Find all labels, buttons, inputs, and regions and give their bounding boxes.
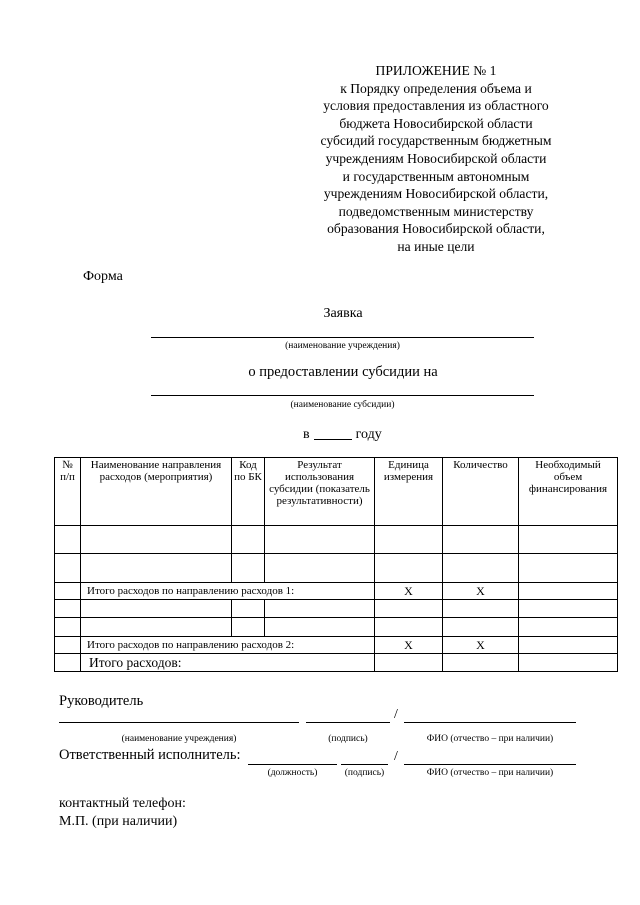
header-number: № п/п — [55, 458, 81, 526]
subtotal-2-unit-x: Х — [375, 637, 443, 654]
appendix-line: бюджета Новосибирской области — [339, 115, 533, 131]
executor-fio-line — [404, 764, 576, 765]
subtotal-1-unit-x: Х — [375, 583, 443, 600]
executor-fio-caption: ФИО (отчество – при наличии) — [426, 768, 554, 778]
table-row — [55, 600, 618, 618]
institution-name-line — [151, 337, 534, 338]
appendix-line: субсидий государственным бюджетным — [320, 133, 552, 149]
appendix-line: учреждениям Новосибирской области, — [323, 186, 549, 202]
executor-signature-caption: (подпись) — [344, 768, 385, 778]
head-fio-caption: ФИО (отчество – при наличии) — [426, 734, 554, 744]
table-header-row — [55, 458, 618, 526]
executor-label: Ответственный исполнитель: — [59, 747, 241, 763]
header-direction: Наименование направления расходов (мероприятия) — [81, 458, 232, 526]
subtotal-1-label: Итого расходов по направлению расходов 1: — [81, 583, 375, 600]
appendix-line: ПРИЛОЖЕНИЕ № 1 — [375, 63, 497, 78]
subsidy-text: о предоставлении субсидии на — [248, 364, 438, 380]
year-blank — [314, 426, 352, 440]
head-signature-caption: (подпись) — [328, 734, 368, 744]
year-suffix: году — [355, 427, 382, 442]
appendix-line: условия предоставления из областного — [323, 98, 549, 114]
subtotal-2-quantity-x: Х — [443, 637, 519, 654]
appendix-line: на иные цели — [397, 238, 475, 254]
total-label: Итого расходов: — [81, 654, 375, 672]
subsidy-name-line — [151, 395, 534, 396]
header-result: Результат использования субсидии (показатель результативности) — [265, 458, 375, 526]
appendix-line: подведомственным министерству — [338, 203, 534, 219]
subtotal-2-label: Итого расходов по направлению расходов 2: — [81, 637, 375, 654]
head-fio-line — [404, 722, 576, 723]
head-label: Руководитель — [59, 693, 144, 709]
appendix-line: к Порядку определения объема и — [340, 80, 532, 96]
appendix-line: образования Новосибирской области, — [327, 221, 545, 237]
header-unit: Единица измерения — [375, 458, 443, 526]
executor-position-line — [248, 764, 337, 765]
subtotal-row-1 — [55, 583, 618, 600]
executor-signature-line — [341, 764, 388, 765]
head-institution-line — [59, 722, 299, 723]
subtotal-row-2 — [55, 637, 618, 654]
table-row — [55, 526, 618, 554]
subsidy-caption: (наименование субсидии) — [290, 400, 395, 410]
header-financing: Необходимый объем финансирования — [519, 458, 618, 526]
header-bk-code: Код по БК — [232, 458, 265, 526]
head-slash: / — [394, 707, 398, 722]
table-row — [55, 618, 618, 637]
appendix-header — [260, 62, 612, 256]
head-institution-caption: (наименование учреждения) — [121, 734, 237, 744]
year-prefix: в — [303, 427, 310, 442]
table-row — [55, 554, 618, 583]
head-signature-line — [306, 722, 390, 723]
subtotal-1-quantity-x: Х — [443, 583, 519, 600]
total-row — [55, 654, 618, 672]
expenses-table — [54, 457, 618, 672]
appendix-line: и государственным автономным — [342, 168, 530, 184]
institution-caption: (наименование учреждения) — [285, 341, 400, 351]
executor-position-caption: (должность) — [267, 768, 318, 778]
request-title: Заявка — [323, 306, 363, 321]
stamp-label: М.П. (при наличии) — [59, 814, 178, 829]
executor-slash: / — [394, 749, 398, 764]
form-label: Форма — [83, 269, 123, 284]
year-line — [303, 426, 382, 443]
contact-phone-label: контактный телефон: — [59, 796, 186, 811]
header-quantity: Количество — [443, 458, 519, 526]
appendix-line: учреждениям Новосибирской области — [325, 150, 547, 166]
